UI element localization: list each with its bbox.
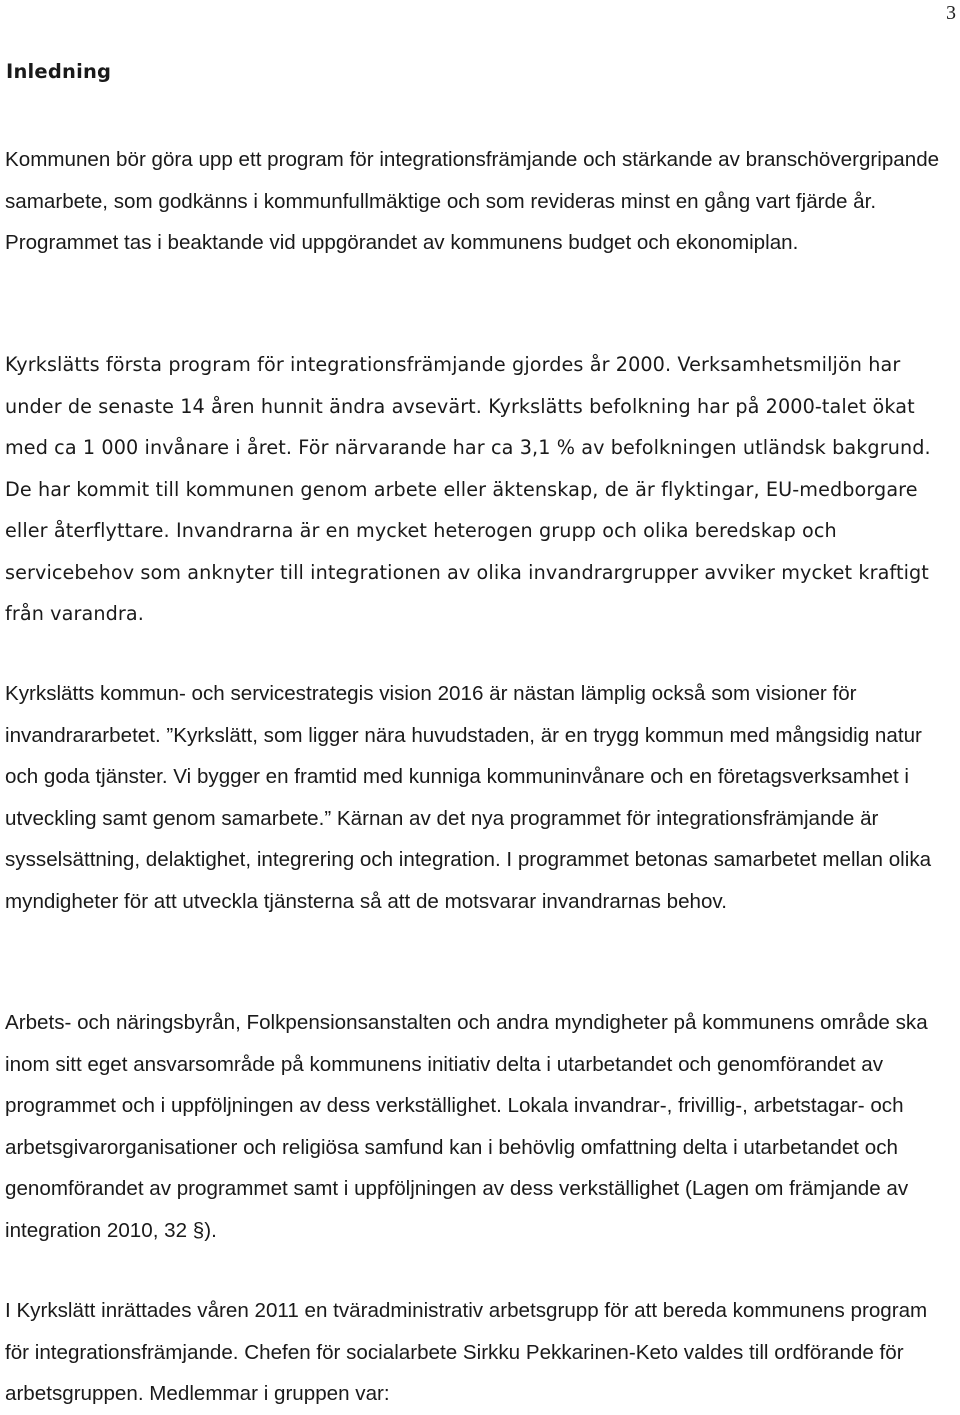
page-number: 3 — [946, 2, 956, 24]
paragraph-intro: Kommunen bör göra upp ett program för integrationsfrämjande och stärkande av branschövergripande samarbete, som godkänns i kommunfullmäktige och som revideras minst en gång vart fjärde år. Programmet tas i beaktande vid uppgörandet av kommunens budget och ekonomiplan. — [5, 148, 940, 254]
paragraph-vision: Kyrkslätts kommun- och servicestrategis vision 2016 är nästan lämplig också som visioner för invandrararbetet. ”Kyrkslätt, som ligger nära huvudstaden, är en trygg kommun med mångsidig natur och goda tjänster. Vi bygger en framtid med kunniga kommuninvånare och en företagsverksamhet i utveckling samt genom samarbete.” Kärnan av det nya programmet för integrationsfrämjande är sysselsättning, delaktighet, integrering och integration. I programmet betonas samarbetet mellan olika myndigheter för att utveckla tjänsterna så att de motsvarar invandrarnas behov. — [5, 682, 932, 913]
paragraph-authorities: Arbets- och näringsbyrån, Folkpensionsanstalten och andra myndigheter på kommunens område ska inom sitt eget ansvarsområde på kommunens initiativ delta i utarbetandet och genomförandet av programmet och i uppföljningen av dess verkställighet. Lokala invandrar-, frivillig-, arbetstagar- och arbetsgivarorganisationer och religiösa samfund kan i behövlig omfattning delta i utarbetandet och genomförandet av programmet samt i uppföljningen av dess verkställighet (Lagen om främjande av integration 2010, 32 §). — [5, 1011, 928, 1242]
paragraph-working-group: I Kyrkslätt inrättades våren 2011 en tväradministrativ arbetsgrupp för att bereda kommunens program för integrationsfrämjande. Chefen för socialarbete Sirkku Pekkarinen-Keto valdes till ordförande för arbetsgruppen. Medlemmar i gruppen var: — [5, 1299, 928, 1405]
section-heading: Inledning — [6, 60, 112, 83]
paragraph-background: Kyrkslätts första program för integrationsfrämjande gjordes år 2000. Verksamhetsmiljön har under de senaste 14 åren hunnit ändra avsevärt. Kyrkslätts befolkning har på 2000-talet ökat med ca 1 000 invånare i året. För närvarande har ca 3,1 % av befolkningen utländsk bakgrund. De har kommit till kommunen genom arbete eller äktenskap, de är flyktingar, EU-medborgare eller återflyttare. Invandrarna är en mycket heterogen grupp och olika beredskap och servicebehov som anknyter till integrationen av olika invandrargrupper avviker mycket kraftigt från varandra. — [5, 353, 931, 625]
